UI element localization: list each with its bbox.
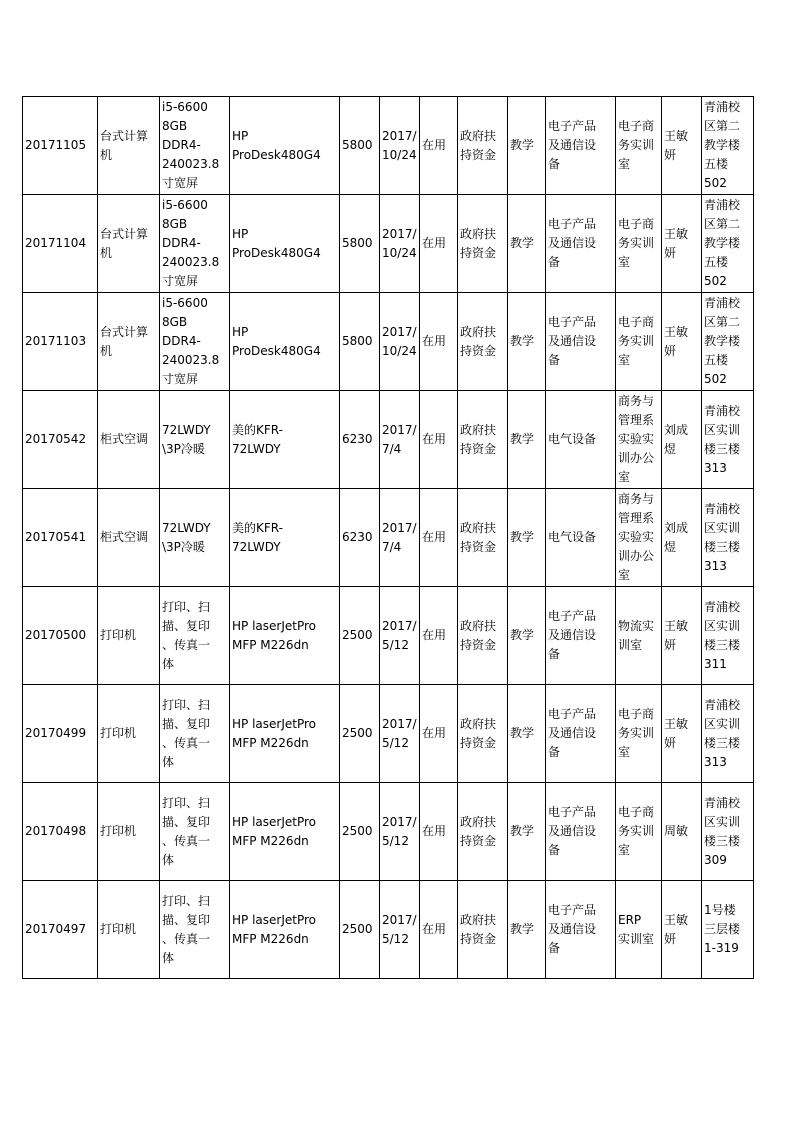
asset-number-cell: 20170499 (23, 685, 98, 783)
specification-cell: 打印、扫 描、复印 、传真一 体 (160, 587, 230, 685)
model-cell: 美的KFR- 72LWDY (230, 391, 340, 489)
asset-name-cell: 打印机 (98, 685, 160, 783)
location-cell: 青浦校 区实训 楼三楼 313 (702, 489, 754, 587)
category-cell: 电气设备 (546, 489, 616, 587)
asset-number-cell: 20170498 (23, 783, 98, 881)
location-cell: 青浦校 区第二 教学楼 五楼 502 (702, 293, 754, 391)
status-cell: 在用 (420, 881, 458, 979)
specification-cell: 72LWDY \3P冷暖 (160, 489, 230, 587)
usage-cell: 教学 (508, 293, 546, 391)
asset-number-cell: 20171104 (23, 195, 98, 293)
custodian-cell: 王敏 妍 (662, 587, 702, 685)
specification-cell: i5-6600 8GB DDR4- 240023.8 寸宽屏 (160, 195, 230, 293)
category-cell: 电气设备 (546, 391, 616, 489)
custodian-cell: 王敏 妍 (662, 685, 702, 783)
location-cell: 青浦校 区第二 教学楼 五楼 502 (702, 195, 754, 293)
location-cell: 青浦校 区实训 楼三楼 313 (702, 685, 754, 783)
custodian-cell: 王敏 妍 (662, 97, 702, 195)
funding-source-cell: 政府扶 持资金 (458, 881, 508, 979)
department-cell: 商务与 管理系 实验实 训办公 室 (616, 489, 662, 587)
status-cell: 在用 (420, 97, 458, 195)
price-cell: 5800 (340, 293, 380, 391)
custodian-cell: 王敏 妍 (662, 881, 702, 979)
usage-cell: 教学 (508, 587, 546, 685)
location-cell: 青浦校 区实训 楼三楼 311 (702, 587, 754, 685)
location-cell: 青浦校 区实训 楼三楼 313 (702, 391, 754, 489)
status-cell: 在用 (420, 587, 458, 685)
department-cell: 物流实 训室 (616, 587, 662, 685)
table-row (23, 195, 754, 293)
specification-cell: i5-6600 8GB DDR4- 240023.8 寸宽屏 (160, 293, 230, 391)
asset-name-cell: 打印机 (98, 881, 160, 979)
model-cell: HP ProDesk480G4 (230, 293, 340, 391)
usage-cell: 教学 (508, 195, 546, 293)
model-cell: HP ProDesk480G4 (230, 97, 340, 195)
price-cell: 2500 (340, 881, 380, 979)
purchase-date-cell: 2017/ 5/12 (380, 685, 420, 783)
model-cell: HP laserJetPro MFP M226dn (230, 587, 340, 685)
category-cell: 电子产品 及通信设 备 (546, 293, 616, 391)
model-cell: HP laserJetPro MFP M226dn (230, 783, 340, 881)
asset-name-cell: 柜式空调 (98, 489, 160, 587)
custodian-cell: 周敏 (662, 783, 702, 881)
usage-cell: 教学 (508, 783, 546, 881)
usage-cell: 教学 (508, 97, 546, 195)
department-cell: 电子商 务实训 室 (616, 97, 662, 195)
model-cell: HP laserJetPro MFP M226dn (230, 881, 340, 979)
price-cell: 2500 (340, 783, 380, 881)
department-cell: 电子商 务实训 室 (616, 685, 662, 783)
status-cell: 在用 (420, 293, 458, 391)
custodian-cell: 王敏 妍 (662, 195, 702, 293)
asset-number-cell: 20170497 (23, 881, 98, 979)
category-cell: 电子产品 及通信设 备 (546, 685, 616, 783)
funding-source-cell: 政府扶 持资金 (458, 587, 508, 685)
department-cell: 电子商 务实训 室 (616, 783, 662, 881)
funding-source-cell: 政府扶 持资金 (458, 293, 508, 391)
price-cell: 2500 (340, 587, 380, 685)
price-cell: 6230 (340, 489, 380, 587)
usage-cell: 教学 (508, 391, 546, 489)
asset-number-cell: 20171103 (23, 293, 98, 391)
funding-source-cell: 政府扶 持资金 (458, 783, 508, 881)
location-cell: 青浦校 区实训 楼三楼 309 (702, 783, 754, 881)
table-row (23, 293, 754, 391)
table-row (23, 587, 754, 685)
purchase-date-cell: 2017/ 5/12 (380, 783, 420, 881)
model-cell: HP ProDesk480G4 (230, 195, 340, 293)
usage-cell: 教学 (508, 881, 546, 979)
asset-name-cell: 台式计算 机 (98, 195, 160, 293)
table-row (23, 685, 754, 783)
asset-name-cell: 打印机 (98, 587, 160, 685)
asset-name-cell: 台式计算 机 (98, 293, 160, 391)
department-cell: ERP 实训室 (616, 881, 662, 979)
category-cell: 电子产品 及通信设 备 (546, 97, 616, 195)
status-cell: 在用 (420, 783, 458, 881)
asset-number-cell: 20170542 (23, 391, 98, 489)
location-cell: 青浦校 区第二 教学楼 五楼 502 (702, 97, 754, 195)
specification-cell: 打印、扫 描、复印 、传真一 体 (160, 783, 230, 881)
purchase-date-cell: 2017/ 5/12 (380, 587, 420, 685)
model-cell: 美的KFR- 72LWDY (230, 489, 340, 587)
purchase-date-cell: 2017/ 5/12 (380, 881, 420, 979)
table-row (23, 783, 754, 881)
department-cell: 电子商 务实训 室 (616, 293, 662, 391)
purchase-date-cell: 2017/ 7/4 (380, 489, 420, 587)
purchase-date-cell: 2017/ 10/24 (380, 195, 420, 293)
purchase-date-cell: 2017/ 7/4 (380, 391, 420, 489)
category-cell: 电子产品 及通信设 备 (546, 783, 616, 881)
asset-number-cell: 20171105 (23, 97, 98, 195)
status-cell: 在用 (420, 195, 458, 293)
table-row (23, 391, 754, 489)
price-cell: 5800 (340, 97, 380, 195)
status-cell: 在用 (420, 685, 458, 783)
category-cell: 电子产品 及通信设 备 (546, 587, 616, 685)
table-row (23, 97, 754, 195)
specification-cell: i5-6600 8GB DDR4- 240023.8 寸宽屏 (160, 97, 230, 195)
category-cell: 电子产品 及通信设 备 (546, 195, 616, 293)
custodian-cell: 刘成 煜 (662, 489, 702, 587)
asset-number-cell: 20170541 (23, 489, 98, 587)
funding-source-cell: 政府扶 持资金 (458, 195, 508, 293)
asset-name-cell: 柜式空调 (98, 391, 160, 489)
table-body (23, 97, 754, 979)
location-cell: 1号楼 三层楼 1-319 (702, 881, 754, 979)
funding-source-cell: 政府扶 持资金 (458, 391, 508, 489)
price-cell: 2500 (340, 685, 380, 783)
department-cell: 商务与 管理系 实验实 训办公 室 (616, 391, 662, 489)
asset-name-cell: 台式计算 机 (98, 97, 160, 195)
asset-number-cell: 20170500 (23, 587, 98, 685)
specification-cell: 打印、扫 描、复印 、传真一 体 (160, 685, 230, 783)
usage-cell: 教学 (508, 489, 546, 587)
usage-cell: 教学 (508, 685, 546, 783)
model-cell: HP laserJetPro MFP M226dn (230, 685, 340, 783)
specification-cell: 72LWDY \3P冷暖 (160, 391, 230, 489)
funding-source-cell: 政府扶 持资金 (458, 97, 508, 195)
funding-source-cell: 政府扶 持资金 (458, 489, 508, 587)
purchase-date-cell: 2017/ 10/24 (380, 97, 420, 195)
table-row (23, 881, 754, 979)
category-cell: 电子产品 及通信设 备 (546, 881, 616, 979)
asset-table (22, 96, 754, 979)
funding-source-cell: 政府扶 持资金 (458, 685, 508, 783)
table-row (23, 489, 754, 587)
price-cell: 6230 (340, 391, 380, 489)
status-cell: 在用 (420, 391, 458, 489)
status-cell: 在用 (420, 489, 458, 587)
custodian-cell: 刘成 煜 (662, 391, 702, 489)
purchase-date-cell: 2017/ 10/24 (380, 293, 420, 391)
price-cell: 5800 (340, 195, 380, 293)
specification-cell: 打印、扫 描、复印 、传真一 体 (160, 881, 230, 979)
department-cell: 电子商 务实训 室 (616, 195, 662, 293)
asset-name-cell: 打印机 (98, 783, 160, 881)
custodian-cell: 王敏 妍 (662, 293, 702, 391)
